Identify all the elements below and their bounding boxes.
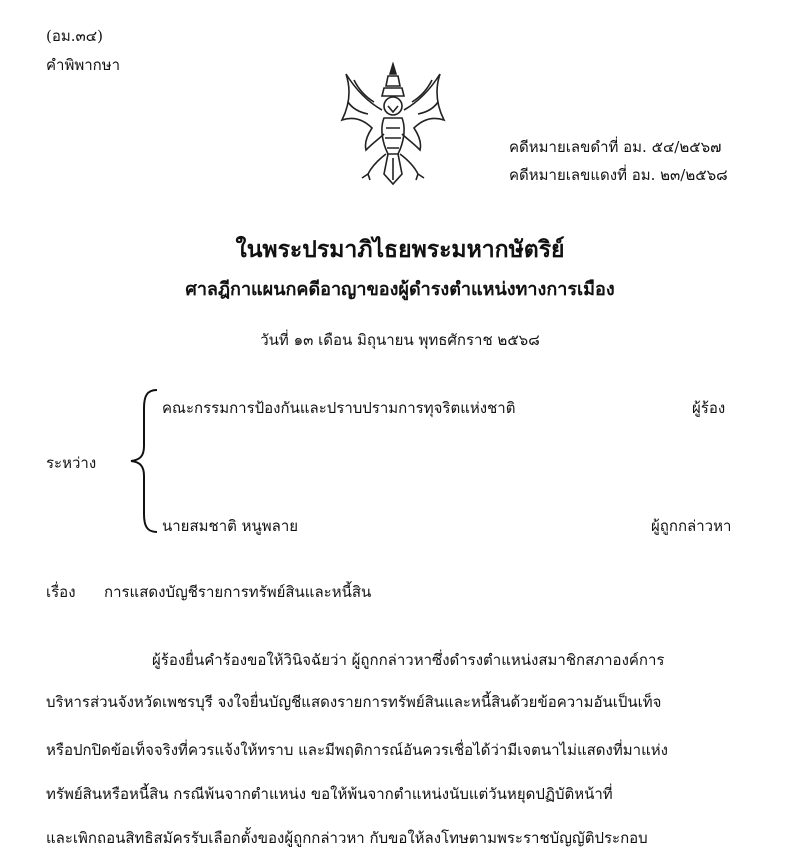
garuda-emblem-icon [338, 62, 448, 187]
body-line: ผู้ร้องยื่นคำร้องขอให้วินิจฉัยว่า ผู้ถูกกล่าวหาซึ่งดำรงตำแหน่งสมาชิกสภาองค์การ [152, 651, 665, 669]
judgment-date: วันที่ ๑๓ เดือน มิถุนายน พุทธศักราช ๒๕๖๘ [260, 331, 540, 349]
defendant-name: นายสมชาติ หนูพลาย [162, 517, 299, 535]
brace-icon [127, 388, 163, 534]
plaintiff-role: ผู้ร้อง [692, 399, 726, 417]
royal-title: ในพระปรมาภิไธยพระมหากษัตริย์ [235, 236, 565, 263]
body-line: บริหารส่วนจังหวัดเพชรบุรี จงใจยื่นบัญชีแสดงรายการทรัพย์สินและหนี้สินด้วยข้อความอันเป็นเท็จ [46, 693, 662, 711]
body-line: หรือปกปิดข้อเท็จจริงที่ควรแจ้งให้ทราบ และมีพฤติการณ์อันควรเชื่อได้ว่ามีเจตนาไม่แสดงที่มาแห่ง [46, 741, 668, 759]
subject-label: เรื่อง [46, 583, 76, 601]
body-line: และเพิกถอนสิทธิสมัครรับเลือกตั้งของผู้ถูกกล่าวหา กับขอให้ลงโทษตามพระราชบัญญัติประกอบ [46, 829, 648, 847]
body-line: ทรัพย์สินหรือหนี้สิน กรณีพ้นจากตำแหน่ง ขอให้พ้นจากตำแหน่งนับแต่วันหยุดปฏิบัติหน้าที่ [46, 785, 613, 803]
defendant-role: ผู้ถูกกล่าวหา [651, 517, 732, 535]
red-case-number: คดีหมายเลขแดงที่ อม. ๒๓/๒๕๖๘ [509, 166, 728, 184]
black-case-number: คดีหมายเลขดำที่ อม. ๕๔/๒๕๖๗ [509, 138, 722, 156]
plaintiff-name: คณะกรรมการป้องกันและปราบปรามการทุจริตแห่งชาติ [162, 399, 516, 417]
subject-text: การแสดงบัญชีรายการทรัพย์สินและหนี้สิน [104, 583, 372, 601]
between-label: ระหว่าง [46, 454, 97, 472]
form-code: (อม.๓๔) [46, 27, 103, 45]
document-type: คำพิพากษา [46, 56, 121, 74]
court-name: ศาลฎีกาแผนกคดีอาญาของผู้ดำรงตำแหน่งทางการเมือง [185, 279, 615, 300]
